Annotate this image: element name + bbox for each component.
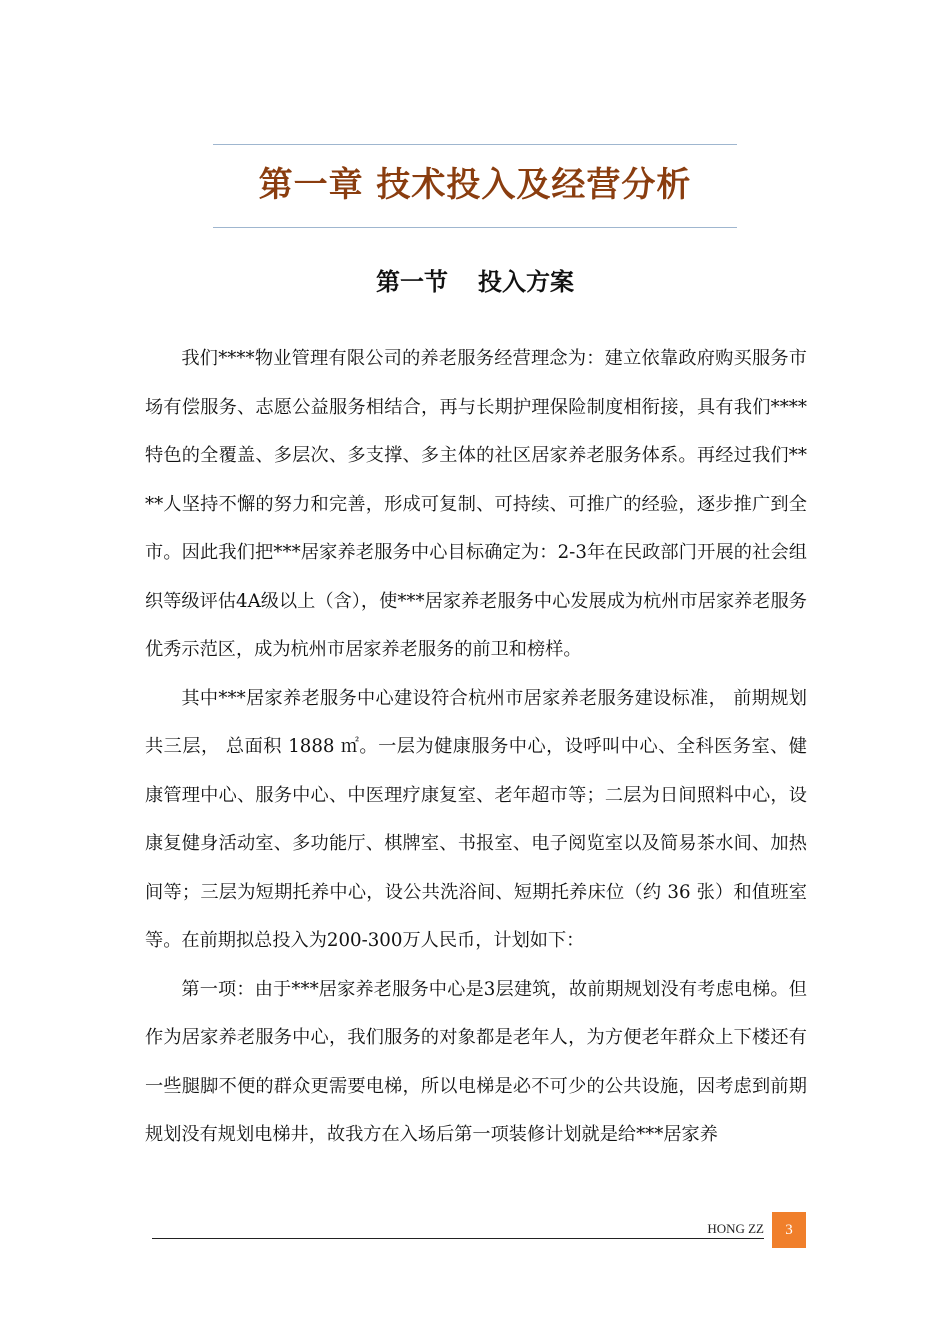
paragraph-2: 其中***居家养老服务中心建设符合杭州市居家养老服务建设标准， 前期规划共三层， 总面积 1888 ㎡。一层为健康服务中心，设呼叫中心、全科医务室、健康管理中心、服务中心、中医理疗康复室、老年超市等；二层为日间照料中心，设康复健身活动室、多功能厅、棋牌室、书报室、电子阅览室以及简易茶水间、加热间等；三层为短期托养中心，设公共洗浴间、短期托养床位（约 36 张）和值班室等。在前期拟总投入为200-300万人民币，计划如下：: [145, 687, 807, 951]
footer-rule: [152, 1238, 764, 1239]
chapter-title: 第一章 技术投入及经营分析: [258, 165, 692, 205]
paragraph-1: 我们****物业管理有限公司的养老服务经营理念为：建立依靠政府购买服务市场有偿服务、志愿公益服务相结合，再与长期护理保险制度相衔接，具有我们****特色的全覆盖、多层次、多支撑、多主体的社区居家养老服务体系。再经过我们****人坚持不懈的努力和完善，形成可复制、可持续、可推广的经验，逐步推广到全市。因此我们把***居家养老服务中心目标确定为：2-3年在民政部门开展的社会组织等级评估4A级以上（含），使***居家养老服务中心发展成为杭州市居家养老服务优秀示范区，成为杭州市居家养老服务的前卫和榜样。: [145, 348, 807, 660]
paragraph-3: 第一项：由于***居家养老服务中心是3层建筑，故前期规划没有考虑电梯。但作为居家养老服务中心，我们服务的对象都是老年人，为方便老年群众上下楼还有一些腿脚不便的群众更需要电梯，所以电梯是必不可少的公共设施，因考虑到前期规划没有规划电梯井，故我方在入场后第一项装修计划就是给***居家养: [145, 978, 807, 1145]
section-title: 投入方案: [478, 268, 574, 296]
body-text: [145, 335, 807, 1160]
chapter-title-bottom-rule: [213, 227, 737, 228]
chapter-title-top-rule: [213, 144, 737, 145]
section-number: 第一节: [376, 268, 448, 296]
section-heading: [145, 260, 805, 304]
footer-author: HONG ZZ: [707, 1221, 764, 1236]
page-number-badge: 3: [772, 1212, 806, 1248]
